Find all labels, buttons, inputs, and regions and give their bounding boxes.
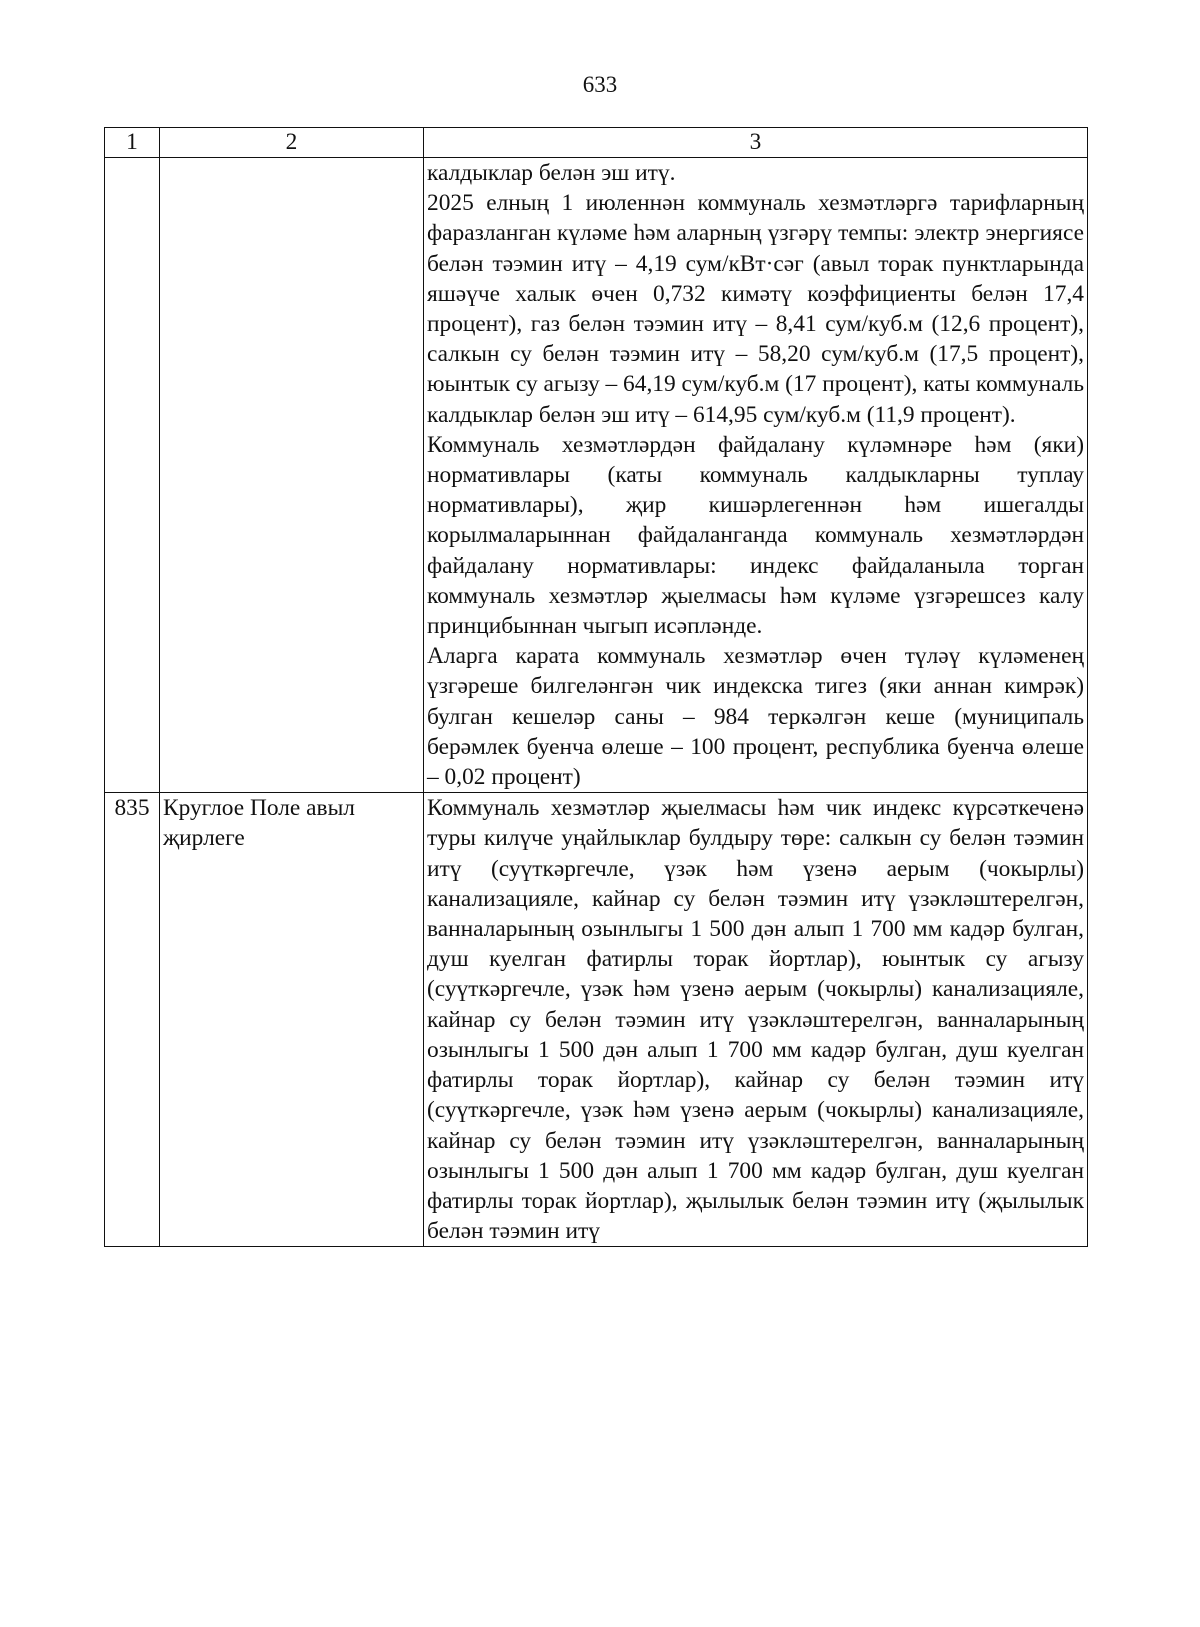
column-header-1: 1: [105, 128, 160, 158]
content-paragraph: 2025 елның 1 июленнән коммуналь хезмәтләргә тарифларның фаразланган күләме һәм аларның үзгәрү темпы: электр энергиясе белән тәэмин итү – 4,19 сум/кВт·сәг (авыл торак пунктларында яшәүче халык өчен 0,732 кимәтү коэффициенты белән 17,4 процент), газ белән тәэмин итү – 8,41 сум/куб.м (12,6 процент), салкын су белән тәэмин итү – 58,20 сум/куб.м (17,5 процент), юынтык су агызу – 64,19 сум/куб.м (17 процент), каты коммуналь калдыклар белән эш итү – 614,95 сум/куб.м (11,9 процент).: [427, 190, 1084, 428]
row-number: 835: [105, 793, 160, 1247]
row-number: [105, 158, 160, 793]
table-row: [105, 158, 1088, 793]
row-content: [424, 158, 1088, 793]
column-header-2: 2: [160, 128, 424, 158]
row-content: [424, 793, 1088, 1247]
page-number: 633: [582, 72, 618, 97]
content-paragraph: Коммуналь хезмәтләрдән файдалану күләмнәре һәм (яки) нормативлары (каты коммуналь калдыкларны туплау нормативлары), җир кишәрлегеннән һәм ишегалды корылмаларыннан файдаланганда коммуналь хезмәтләрдән файдалану нормативлары: индекс файдаланыла торган коммуналь хезмәтләр җыелмасы һәм күләме үзгәрешсез калу принцибыннан чыгып исәпләнде.: [427, 431, 1084, 640]
table-row: [105, 793, 1088, 1247]
table-header-row: [105, 128, 1088, 158]
column-header-3: 3: [424, 128, 1088, 158]
settlement-name: Круглое Поле авыл җирлеге: [160, 793, 424, 1247]
content-paragraph: Аларга карата коммуналь хезмәтләр өчен түләү күләменең үзгәреше билгеләнгән чик индекска тигез (яки аннан кимрәк) булган кешеләр саны – 984 теркәлгән кеше (муниципаль берәмлек буенча өлеше – 100 процент, республика буенча өлеше – 0,02 процент): [427, 643, 1084, 791]
content-paragraph: Коммуналь хезмәтләр җыелмасы һәм чик индекс күрсәткеченә туры килүче уңайлыклар булдыру төре: салкын су белән тәэмин итү (суүткәргечле, үзәк һәм үзенә аерым (чокырлы) канализацияле, кайнар су белән тәэмин итү үзәкләштерелгән, ванналарының озынлыгы 1 500 дән алып 1 700 мм кадәр булган, душ куелган фатирлы торак йортлар), юынтык су агызу (суүткәргечле, үзәк һәм үзенә аерым (чокырлы) канализацияле, кайнар су белән тәэмин итү үзәкләштерелгән, ванналарының озынлыгы 1 500 дән алып 1 700 мм кадәр булган, душ куелган фатирлы торак йортлар), кайнар су белән тәэмин итү (суүткәргечле, үзәк һәм үзенә аерым (чокырлы) канализацияле, кайнар су белән тәэмин итү үзәкләштерелгән, ванналарының озынлыгы 1 500 дән алып 1 700 мм кадәр булган, душ куелган фатирлы торак йортлар), җылылык белән тәэмин итү (җылылык белән тәэмин итү: [427, 795, 1084, 1245]
settlement-name: [160, 158, 424, 793]
document-table: [104, 127, 1088, 1247]
content-paragraph: калдыклар белән эш итү.: [427, 160, 676, 186]
